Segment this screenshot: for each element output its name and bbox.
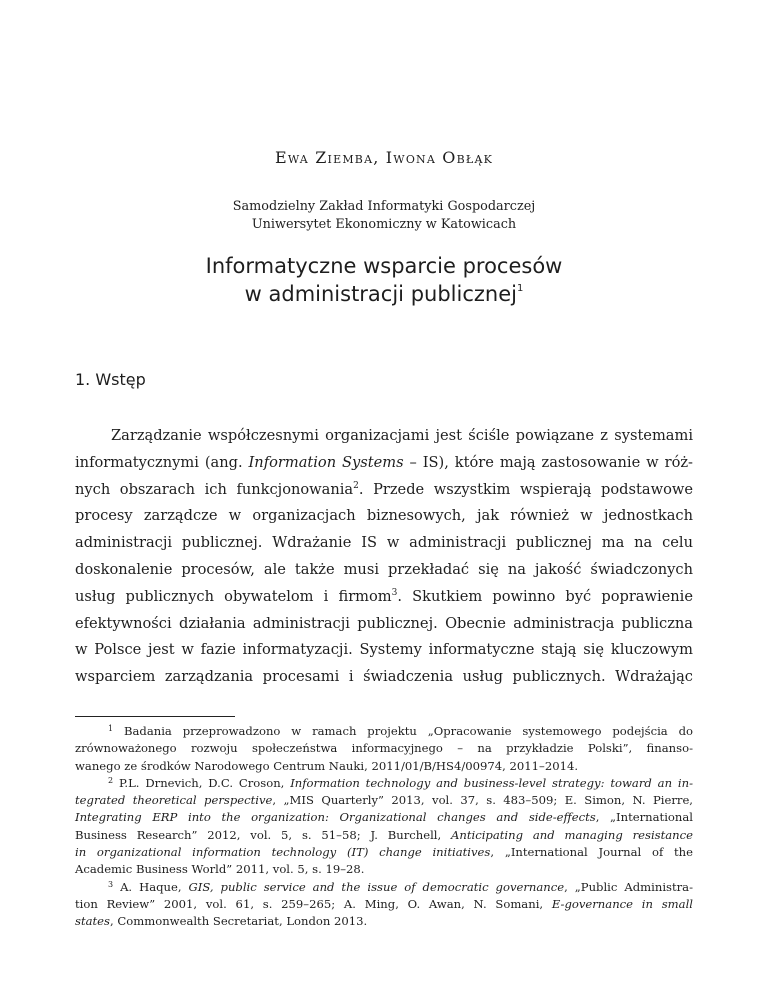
body-line [75,423,693,450]
footnote-2 [75,775,693,792]
body-line-text: usług publicznych obywatelom i firmom [75,587,392,605]
footnotes [75,723,693,931]
body-line-text: informatycznymi (ang. [75,453,249,471]
footnote-text: A. Haque, [120,879,189,894]
title-line: Informatyczne wsparcie procesów [205,254,563,278]
body-line [75,637,693,664]
footnote-separator [75,716,235,717]
footnote-line [75,896,693,913]
footnote-text: , „Public Administra- [564,879,694,894]
title-line-text: w administracji publicznej [244,282,517,306]
footnote-italic: Anticipating and managing resistance [451,827,693,842]
footnote-line [75,809,693,826]
body-line-text: Zarządzanie współczesnymi organizacjami jest ściśle powiązane z systemami [111,427,693,444]
footnote-line [75,740,693,757]
footnote-line [75,844,693,861]
title-line [0,280,768,308]
body-line [75,530,693,557]
footnote-text: P.L. Drnevich, D.C. Croson, [118,775,291,790]
body-line-text: doskonalenie procesów, ale także musi przekładać się na jakość świadczonych [75,560,693,578]
footnote-marker: 1 [108,724,114,733]
footnote-marker: 3 [108,879,114,889]
body-line-text: . Skutkiem powinno być poprawienie [397,587,693,605]
body-line-text: nych obszarach ich funkcjonowania [75,480,354,498]
footnote-italic: states [75,914,110,929]
footnote-text: zrównoważonego rozwoju społeczeństwa informacyjnego – na przykładzie Polski”, finanso- [75,741,693,756]
affiliation-line: Samodzielny Zakład Informatyki Gospodarczej [232,199,536,214]
footnote-text: Academic Business World” 2011, vol. 5, s. 19–28. [75,862,365,877]
footnote-ref[interactable]: 2 [353,480,359,491]
body-line-italic: Information Systems [248,453,404,471]
footnote-italic: tegrated theoretical perspective [75,793,273,808]
footnote-line [75,758,693,775]
authors: Ewa Ziemba, Iwona Obłąk [274,148,494,167]
body-text [75,423,693,691]
footnote-text: Badania przeprowadzono w ramach projektu „Opracowanie systemowego podejścia do [123,724,693,738]
body-line [75,557,693,584]
footnote-italic: Integrating ERP into the organization: Organizational changes and side-effects [75,810,596,825]
footnote-line [75,913,693,930]
body-line-text: . Przede wszystkim wspierają podstawowe [358,480,693,498]
footnote-text: Business Research” 2012, vol. 5, s. 51–58; J. Burchell, [75,827,451,842]
affiliation [0,198,768,234]
footnote-text: , „International Journal of the [490,845,693,860]
body-line [75,664,693,691]
footnote-line [75,827,693,844]
footnote-ref[interactable]: 3 [391,587,398,598]
footnote-italic: GIS, public service and the issue of democratic governance [188,879,565,894]
body-line-text: – IS), które mają zastosowanie w róż- [403,453,693,471]
paper-title [0,252,768,308]
footnote-text: , „International [595,810,693,825]
footnote-1 [75,723,693,740]
footnote-italic: Information technology and business-level strategy: toward an in- [290,775,694,790]
body-line-text: procesy zarządcze w organizacjach biznesowych, jak również w jednostkach [75,507,693,525]
footnote-text: , Commonwealth Secretariat, London 2013. [110,914,368,929]
body-line-text: administracji publicznej. Wdrażanie IS w administracji publicznej ma na celu [75,534,693,552]
footnote-text: wanego ze środków Narodowego Centrum Nauki, 2011/01/B/HS4/00974, 2011–2014. [75,758,579,773]
section-heading: 1. Wstęp [75,370,146,389]
footnote-italic: in organizational information technology (IT) change initiatives [75,845,491,860]
title-footnote-marker: 1 [516,283,524,294]
body-line [75,477,693,504]
body-line [75,584,693,611]
footnote-3 [75,879,693,896]
body-line [75,503,693,530]
body-line [75,450,693,477]
footnote-italic: E-governance in small [551,896,693,911]
footnote-marker: 2 [108,775,114,785]
body-line-text: wsparciem zarządzania procesami i świadczenia usług publicznych. Wdrażając [75,668,693,686]
affiliation-line: Uniwersytet Ekonomiczny w Katowicach [251,217,517,232]
footnote-text: , „MIS Quarterly” 2013, vol. 37, s. 483–509; E. Simon, N. Pierre, [272,793,693,808]
body-line [75,611,693,638]
body-line-text: w Polsce jest w fazie informatyzacji. Systemy informatyczne stają się kluczowym [75,641,693,659]
body-line-text: efektywności działania administracji publicznej. Obecnie administracja publiczna [75,614,693,632]
footnote-line [75,792,693,809]
footnote-line [75,861,693,878]
footnote-text: tion Review” 2001, vol. 61, s. 259–265; A. Ming, O. Awan, N. Somani, [75,896,552,911]
